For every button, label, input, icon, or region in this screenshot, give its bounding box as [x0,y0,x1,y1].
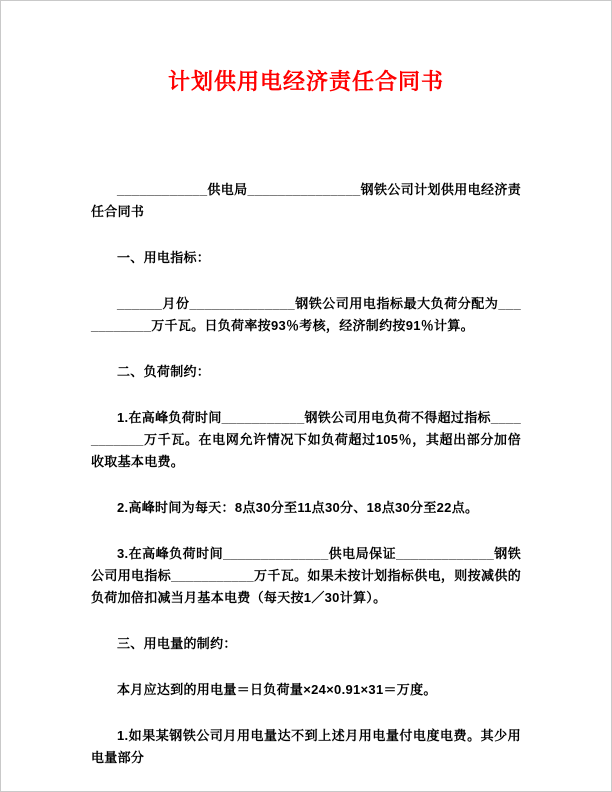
section-2-clause-1: 1.在高峰负荷时间___________钢铁公司用电负荷不得超过指标___________万千瓦。在电网允许情况下如负荷超过105％，其超出部分加倍收取基本电费。 [91,410,521,469]
section-3-clause-1: 1.如果某钢铁公司月用电量达不到上述月用电量付电度电费。其少用电量部分 [91,728,521,765]
intro-line: ____________供电局_______________钢铁公司计划供用电经济责任合同书 [91,182,521,219]
section-2-clause-2: 2.高峰时间为每天：8点30分至11点30分、18点30分至22点。 [117,500,479,515]
section-2-heading: 二、负荷制约： [117,364,211,379]
section-1-clause: ______月份______________钢铁公司用电指标最大负荷分配为___________万千瓦。日负荷率按93％考核，经济制约按91％计算。 [91,296,521,333]
section-3-formula: 本月应达到的用电量＝日负荷量×24×0.91×31＝万度。 [117,682,437,697]
section-3-heading: 三、用电量的制约： [117,636,237,651]
section-1-heading: 一、用电指标： [117,250,211,265]
document-body [91,179,521,769]
document-title: 计划供用电经济责任合同书 [167,69,444,94]
section-2-clause-3: 3.在高峰负荷时间______________供电局保证_____________钢铁公司用电指标___________万千瓦。如果未按计划指标供电，则按减供的负荷加倍扣减当月基本电费（每天按1／30计算）。 [91,546,521,605]
